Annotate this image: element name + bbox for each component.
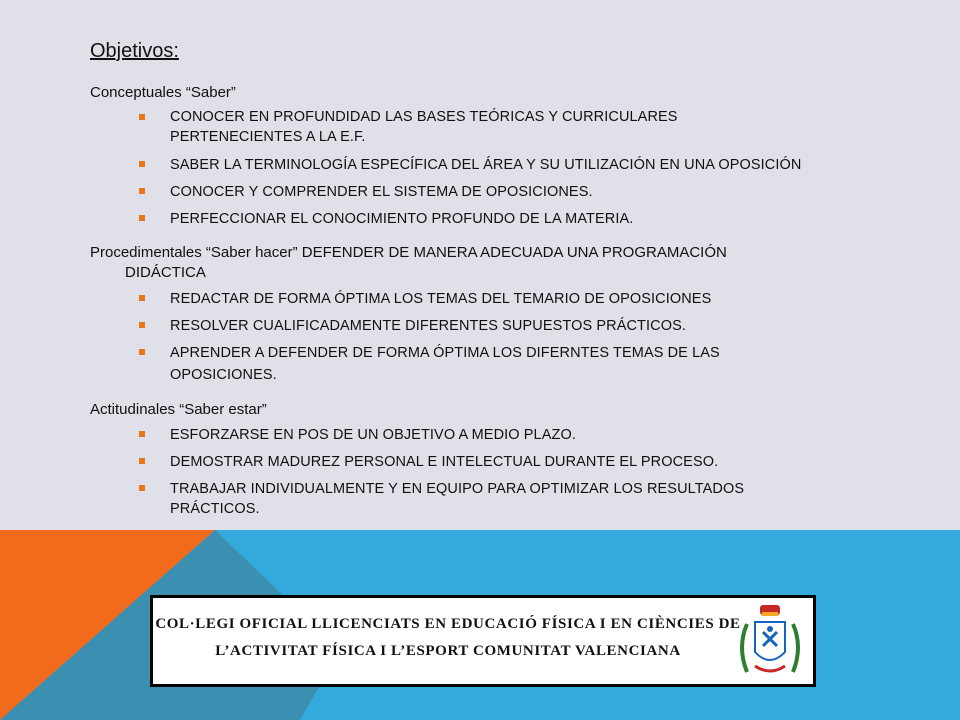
list-item: CONOCER EN PROFUNDIDAD LAS BASES TEÓRICAS Y CURRICULARES bbox=[170, 109, 678, 125]
logo-line-2: L’ACTIVITAT FÍSICA I L’ESPORT COMUNITAT VALENCIANA bbox=[215, 643, 681, 659]
crest-seal-icon bbox=[735, 602, 805, 682]
list-item: APRENDER A DEFENDER DE FORMA ÓPTIMA LOS DIFERNTES TEMAS DE LAS bbox=[170, 345, 720, 361]
bullet-marker bbox=[139, 458, 145, 464]
list-item-continuation: PRÁCTICOS. bbox=[170, 501, 260, 517]
list-item-continuation: PERTENECIENTES A LA E.F. bbox=[170, 129, 366, 145]
bullet-marker bbox=[139, 431, 145, 437]
list-item: PERFECCIONAR EL CONOCIMIENTO PROFUNDO DE LA MATERIA. bbox=[170, 211, 634, 227]
list-item: RESOLVER CUALIFICADAMENTE DIFERENTES SUPUESTOS PRÁCTICOS. bbox=[170, 318, 686, 334]
list-item: SABER LA TERMINOLOGÍA ESPECÍFICA DEL ÁREA Y SU UTILIZACIÓN EN UNA OPOSICIÓN bbox=[170, 157, 802, 173]
list-item: DEMOSTRAR MADUREZ PERSONAL E INTELECTUAL DURANTE EL PROCESO. bbox=[170, 454, 719, 470]
section-conceptuales-heading: Conceptuales “Saber” bbox=[90, 84, 236, 101]
institution-logo bbox=[150, 595, 816, 687]
list-item: ESFORZARSE EN POS DE UN OBJETIVO A MEDIO PLAZO. bbox=[170, 427, 576, 443]
section-actitudinales-heading: Actitudinales “Saber estar” bbox=[90, 401, 267, 418]
slide-title: Objetivos: bbox=[90, 40, 179, 62]
list-item: REDACTAR DE FORMA ÓPTIMA LOS TEMAS DEL TEMARIO DE OPOSICIONES bbox=[170, 291, 712, 307]
bullet-marker bbox=[139, 349, 145, 355]
bullet-marker bbox=[139, 114, 145, 120]
bullet-marker bbox=[139, 188, 145, 194]
bullet-marker bbox=[139, 295, 145, 301]
list-item-continuation: OPOSICIONES. bbox=[170, 367, 277, 383]
list-item: CONOCER Y COMPRENDER EL SISTEMA DE OPOSICIONES. bbox=[170, 184, 593, 200]
list-item: TRABAJAR INDIVIDUALMENTE Y EN EQUIPO PARA OPTIMIZAR LOS RESULTADOS bbox=[170, 481, 745, 497]
logo-line-1: COL·LEGI OFICIAL LLICENCIATS EN EDUCACIÓ FÍSICA I EN CIÈNCIES DE bbox=[155, 616, 741, 632]
bullet-marker bbox=[139, 485, 145, 491]
bullet-marker bbox=[139, 322, 145, 328]
section-procedimentales-heading-cont: DIDÁCTICA bbox=[125, 264, 206, 281]
bullet-marker bbox=[139, 161, 145, 167]
bullet-marker bbox=[139, 215, 145, 221]
section-procedimentales-heading: Procedimentales “Saber hacer” DEFENDER DE MANERA ADECUADA UNA PROGRAMACIÓN bbox=[90, 244, 727, 261]
